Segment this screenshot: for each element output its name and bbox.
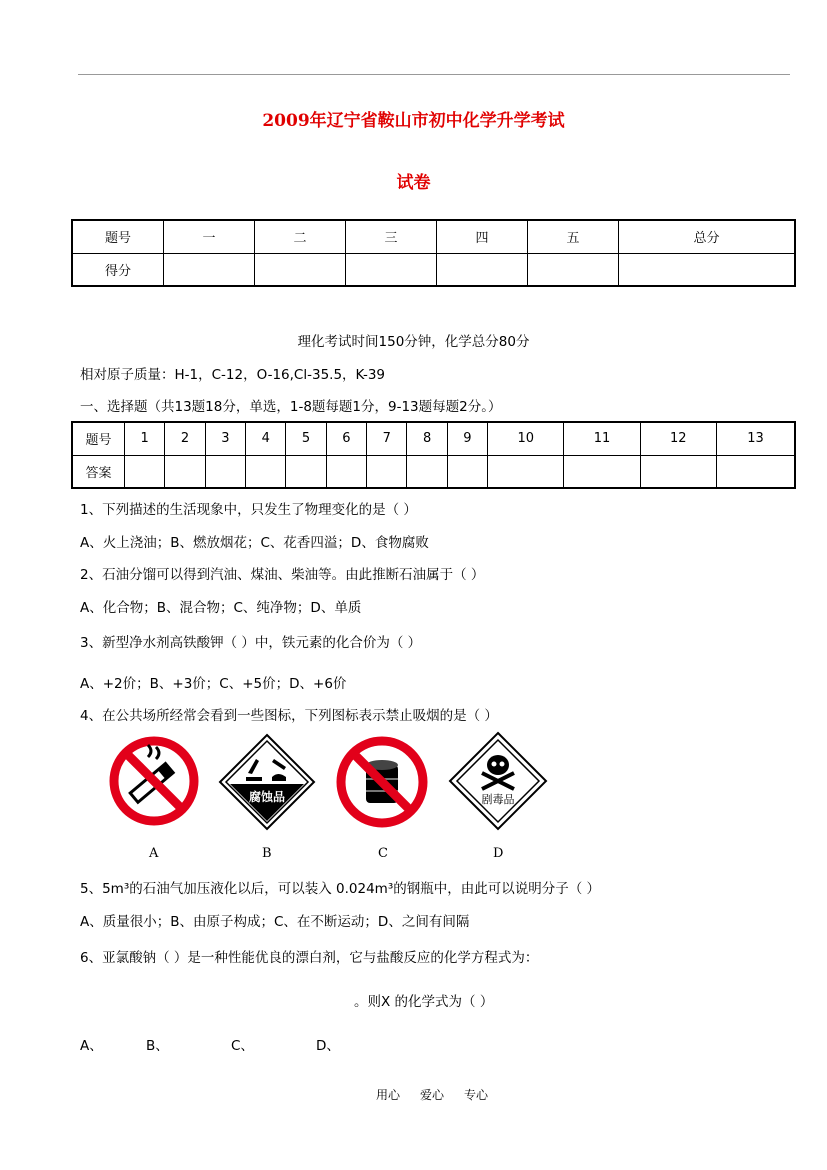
answer-table (71, 421, 796, 489)
sign-label-d: D (493, 846, 504, 861)
score-cell: 三 (346, 220, 437, 253)
answer-input-cell (488, 455, 564, 488)
answer-number-cell: 8 (407, 422, 447, 455)
answer-input-cell (326, 455, 366, 488)
score-cell: 二 (255, 220, 346, 253)
question-6-option-c: C、 (231, 1038, 254, 1054)
answer-number-cell: 9 (447, 422, 487, 455)
answer-row-label: 答案 (72, 455, 125, 488)
score-cell: 五 (528, 220, 619, 253)
answer-number-cell: 7 (367, 422, 407, 455)
answer-number-cell: 6 (326, 422, 366, 455)
answer-input-cell (165, 455, 205, 488)
header-rule (78, 74, 790, 75)
answer-input-cell (564, 455, 640, 488)
page-title: 2009年辽宁省鞍山市初中化学升学考试 (262, 111, 565, 131)
answer-number-cell: 11 (564, 422, 640, 455)
answer-input-cell (716, 455, 795, 488)
score-table (71, 219, 796, 287)
sign-label-c: C (378, 846, 388, 861)
score-cell: 题号 (72, 220, 164, 253)
footer-text-3: 专心 (464, 1088, 489, 1102)
score-cell: 总分 (619, 220, 796, 253)
question-1: 1、下列描述的生活现象中，只发生了物理变化的是（ ） (80, 502, 417, 518)
answer-input-cell (205, 455, 245, 488)
footer-text-2: 爱心 (420, 1088, 445, 1102)
question-2-options: A、化合物；B、混合物；C、纯净物；D、单质 (80, 600, 362, 616)
footer-text-1: 用心 (376, 1088, 401, 1102)
no-smoking-sign (108, 735, 200, 831)
answer-number-cell: 5 (286, 422, 326, 455)
answer-number-cell: 13 (716, 422, 795, 455)
answer-number-cell: 10 (488, 422, 564, 455)
sign-label-a: A (149, 846, 159, 861)
question-6-option-d: D、 (316, 1038, 340, 1054)
answer-input-cell (640, 455, 716, 488)
answer-input-cell (367, 455, 407, 488)
score-input-cell (255, 253, 346, 286)
answer-number-cell: 3 (205, 422, 245, 455)
score-input-cell (437, 253, 528, 286)
answer-number-cell: 12 (640, 422, 716, 455)
question-6-line2: 。则X 的化学式为（ ） (354, 994, 494, 1010)
question-1-options: A、火上浇油；B、燃放烟花；C、花香四溢；D、食物腐败 (80, 535, 429, 551)
question-3: 3、新型净水剂高铁酸钾（ ）中，铁元素的化合价为（ ） (80, 635, 422, 651)
question-3-options: A、+2价；B、+3价；C、+5价；D、+6价 (80, 676, 347, 692)
section-heading: 一、选择题（共13题18分，单选，1-8题每题1分，9-13题每题2分。） (80, 399, 502, 415)
toxic-sign (448, 731, 548, 835)
corrosive-label: 腐蚀品 (248, 790, 285, 804)
score-cell: 一 (164, 220, 255, 253)
sign-label-b: B (262, 846, 272, 861)
answer-number-cell: 1 (125, 422, 165, 455)
answer-input-cell (125, 455, 165, 488)
question-5: 5、5m³的石油气加压液化以后，可以装入 0.024m³的钢瓶中，由此可以说明分子（ ） (80, 881, 601, 897)
score-cell: 得分 (72, 253, 164, 286)
atomic-mass: 相对原子质量：H-1，C-12，O-16,Cl-35.5，K-39 (80, 367, 386, 383)
exam-time: 理化考试时间150分钟，化学总分80分 (297, 334, 530, 350)
answer-input-cell (246, 455, 286, 488)
question-5-options: A、质量很小；B、由原子构成；C、在不断运动；D、之间有间隔 (80, 914, 470, 930)
score-input-cell (164, 253, 255, 286)
answer-header-label: 题号 (72, 422, 125, 455)
answer-number-cell: 2 (165, 422, 205, 455)
prohibited-barrel-sign (334, 735, 430, 833)
page-subtitle: 试卷 (396, 173, 431, 193)
score-input-cell (346, 253, 437, 286)
question-4: 4、在公共场所经常会看到一些图标，下列图标表示禁止吸烟的是（ ） (80, 708, 498, 724)
question-6: 6、亚氯酸钠（ ）是一种性能优良的漂白剂，它与盐酸反应的化学方程式为： (80, 950, 539, 966)
question-6-option-a: A、 (80, 1038, 103, 1054)
corrosive-sign (218, 733, 316, 835)
score-input-cell (528, 253, 619, 286)
answer-input-cell (407, 455, 447, 488)
answer-number-cell: 4 (246, 422, 286, 455)
answer-input-cell (447, 455, 487, 488)
score-cell: 四 (437, 220, 528, 253)
answer-input-cell (286, 455, 326, 488)
score-input-cell (619, 253, 796, 286)
question-2: 2、石油分馏可以得到汽油、煤油、柴油等。由此推断石油属于（ ） (80, 567, 485, 583)
toxic-label: 剧毒品 (481, 793, 515, 806)
question-6-option-b: B、 (146, 1038, 169, 1054)
